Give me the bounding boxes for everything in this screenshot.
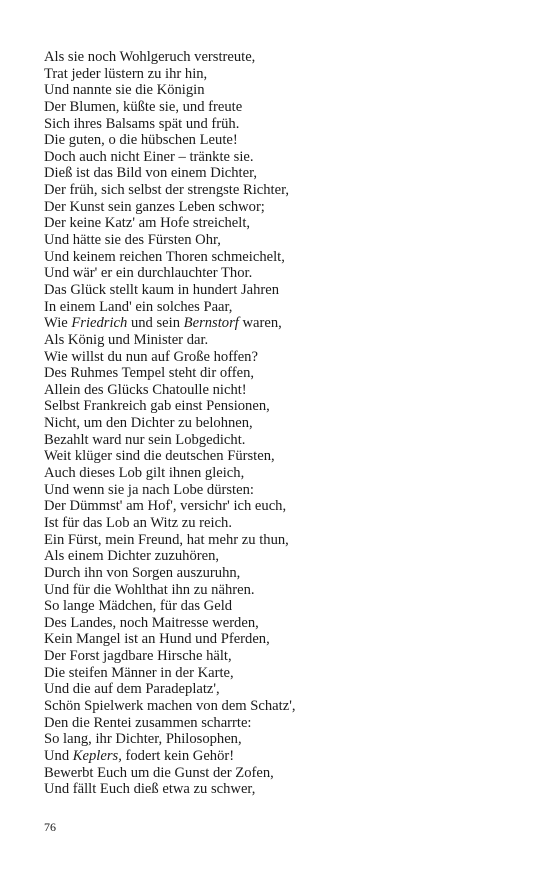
page-number: 76 [44,820,56,834]
poem-line [44,132,295,149]
poem-line [44,748,295,765]
line-text: Wie [44,315,72,332]
poem-line [44,199,295,216]
poem-line [44,515,295,532]
line-text: Durch ihn von Sorgen auszuruhn, [44,564,241,581]
italic-name: Bernstorf [183,315,239,332]
line-text: waren, [238,315,282,332]
line-text: Als sie noch Wohlgeruch verstreute, [44,49,256,65]
poem-line [44,698,295,715]
poem-line [44,648,295,665]
line-text: Wie willst du nun auf Große hoffen? [44,348,258,365]
line-text: So lange Mädchen, für das Geld [44,598,233,615]
line-text: Sich ihres Balsams spät und früh. [44,115,240,132]
poem-line [44,598,295,615]
poem-line [44,249,295,266]
line-text: Selbst Frankreich gab einst Pensionen, [44,398,270,415]
poem-line [44,731,295,748]
line-text: Der Forst jagdbare Hirsche hält, [44,648,232,665]
line-text: Dieß ist das Bild von einem Dichter, [44,165,258,182]
poem-line [44,781,295,798]
line-text: Der Dümmst' am Hof', versichr' ich euch, [44,498,287,515]
line-text: Und wenn sie ja nach Lobe dürsten: [44,481,254,498]
line-text: Und [44,747,73,764]
line-text: Schön Spielwerk machen von dem Schatz', [44,697,296,714]
line-text: Und nannte sie die Königin [44,82,205,99]
line-text: Und die auf dem Paradeplatz', [44,681,220,698]
line-text: Weit klüger sind die deutschen Fürsten, [44,448,275,465]
poem-line [44,82,295,99]
line-text: Der Kunst sein ganzes Leben schwor; [44,198,265,215]
line-text: Den die Rentei zusammen scharrte: [44,714,252,731]
poem-line [44,49,295,66]
poem-line [44,765,295,782]
line-text: Und wär' er ein durchlauchter Thor. [44,265,253,282]
poem-line [44,415,295,432]
line-text: Allein des Glücks Chatoulle nicht! [44,381,247,398]
poem-line [44,215,295,232]
poem-line [44,66,295,83]
poem-line [44,665,295,682]
poem-line [44,332,295,349]
poem-line [44,382,295,399]
line-text: und sein [127,315,184,332]
line-text: Der keine Katz' am Hofe streichelt, [44,215,251,232]
poem-line [44,315,295,332]
line-text: Der Blumen, küßte sie, und freute [44,98,243,115]
poem-line [44,432,295,449]
poem-line [44,715,295,732]
line-text: Und für die Wohlthat ihn zu nähren. [44,581,255,598]
line-text: Trat jeder lüstern zu ihr hin, [44,65,208,82]
line-text: Doch auch nicht Einer – tränkte sie. [44,148,254,165]
line-text: Die guten, o die hübschen Leute! [44,132,238,149]
poem-line [44,465,295,482]
line-text: fodert kein Gehör! [121,747,235,764]
line-text: Das Glück stellt kaum in hundert Jahren [44,281,280,298]
poem-line [44,116,295,133]
poem-line [44,299,295,316]
poem-line [44,265,295,282]
poem-line [44,349,295,366]
poem-line [44,615,295,632]
line-text: Und fällt Euch dieß etwa zu schwer, [44,781,256,798]
poem-line [44,182,295,199]
line-text: Und hätte sie des Fürsten Ohr, [44,232,221,249]
line-text: Bewerbt Euch um die Gunst der Zofen, [44,764,274,781]
line-text: Kein Mangel ist an Hund und Pferden, [44,631,270,648]
poem-line [44,282,295,299]
poem-line [44,565,295,582]
poem-line [44,448,295,465]
poem-line [44,482,295,499]
poem-line [44,631,295,648]
poem-line [44,532,295,549]
poem-line [44,498,295,515]
italic-name: Friedrich [71,315,128,332]
line-text: Die steifen Männer in der Karte, [44,664,234,681]
poem-line [44,99,295,116]
line-text: Und keinem reichen Thoren schmeichelt, [44,248,285,265]
line-text: Nicht, um den Dichter zu belohnen, [44,415,253,432]
line-text: Des Landes, noch Maitresse werden, [44,614,259,631]
line-text: Als König und Minister dar. [44,331,209,348]
line-text: Bezahlt ward nur sein Lobgedicht. [44,431,246,448]
poem-line [44,398,295,415]
line-text: Der früh, sich selbst der strengste Richter, [44,182,290,199]
poem-line [44,149,295,166]
poem-line [44,681,295,698]
poem-line [44,232,295,249]
line-text: Auch dieses Lob gilt ihnen gleich, [44,465,245,482]
poem-line [44,165,295,182]
italic-name: Keplers, [72,747,122,764]
line-text: Als einem Dichter zuzuhören, [44,548,220,565]
line-text: In einem Land' ein solches Paar, [44,298,233,315]
line-text: Des Ruhmes Tempel steht dir offen, [44,365,255,382]
poem-line [44,548,295,565]
poem-text [44,49,295,798]
poem-line [44,582,295,599]
line-text: Ist für das Lob an Witz zu reich. [44,514,232,531]
line-text: Ein Fürst, mein Freund, hat mehr zu thun, [44,531,289,548]
line-text: So lang, ihr Dichter, Philosophen, [44,731,242,748]
poem-line [44,365,295,382]
